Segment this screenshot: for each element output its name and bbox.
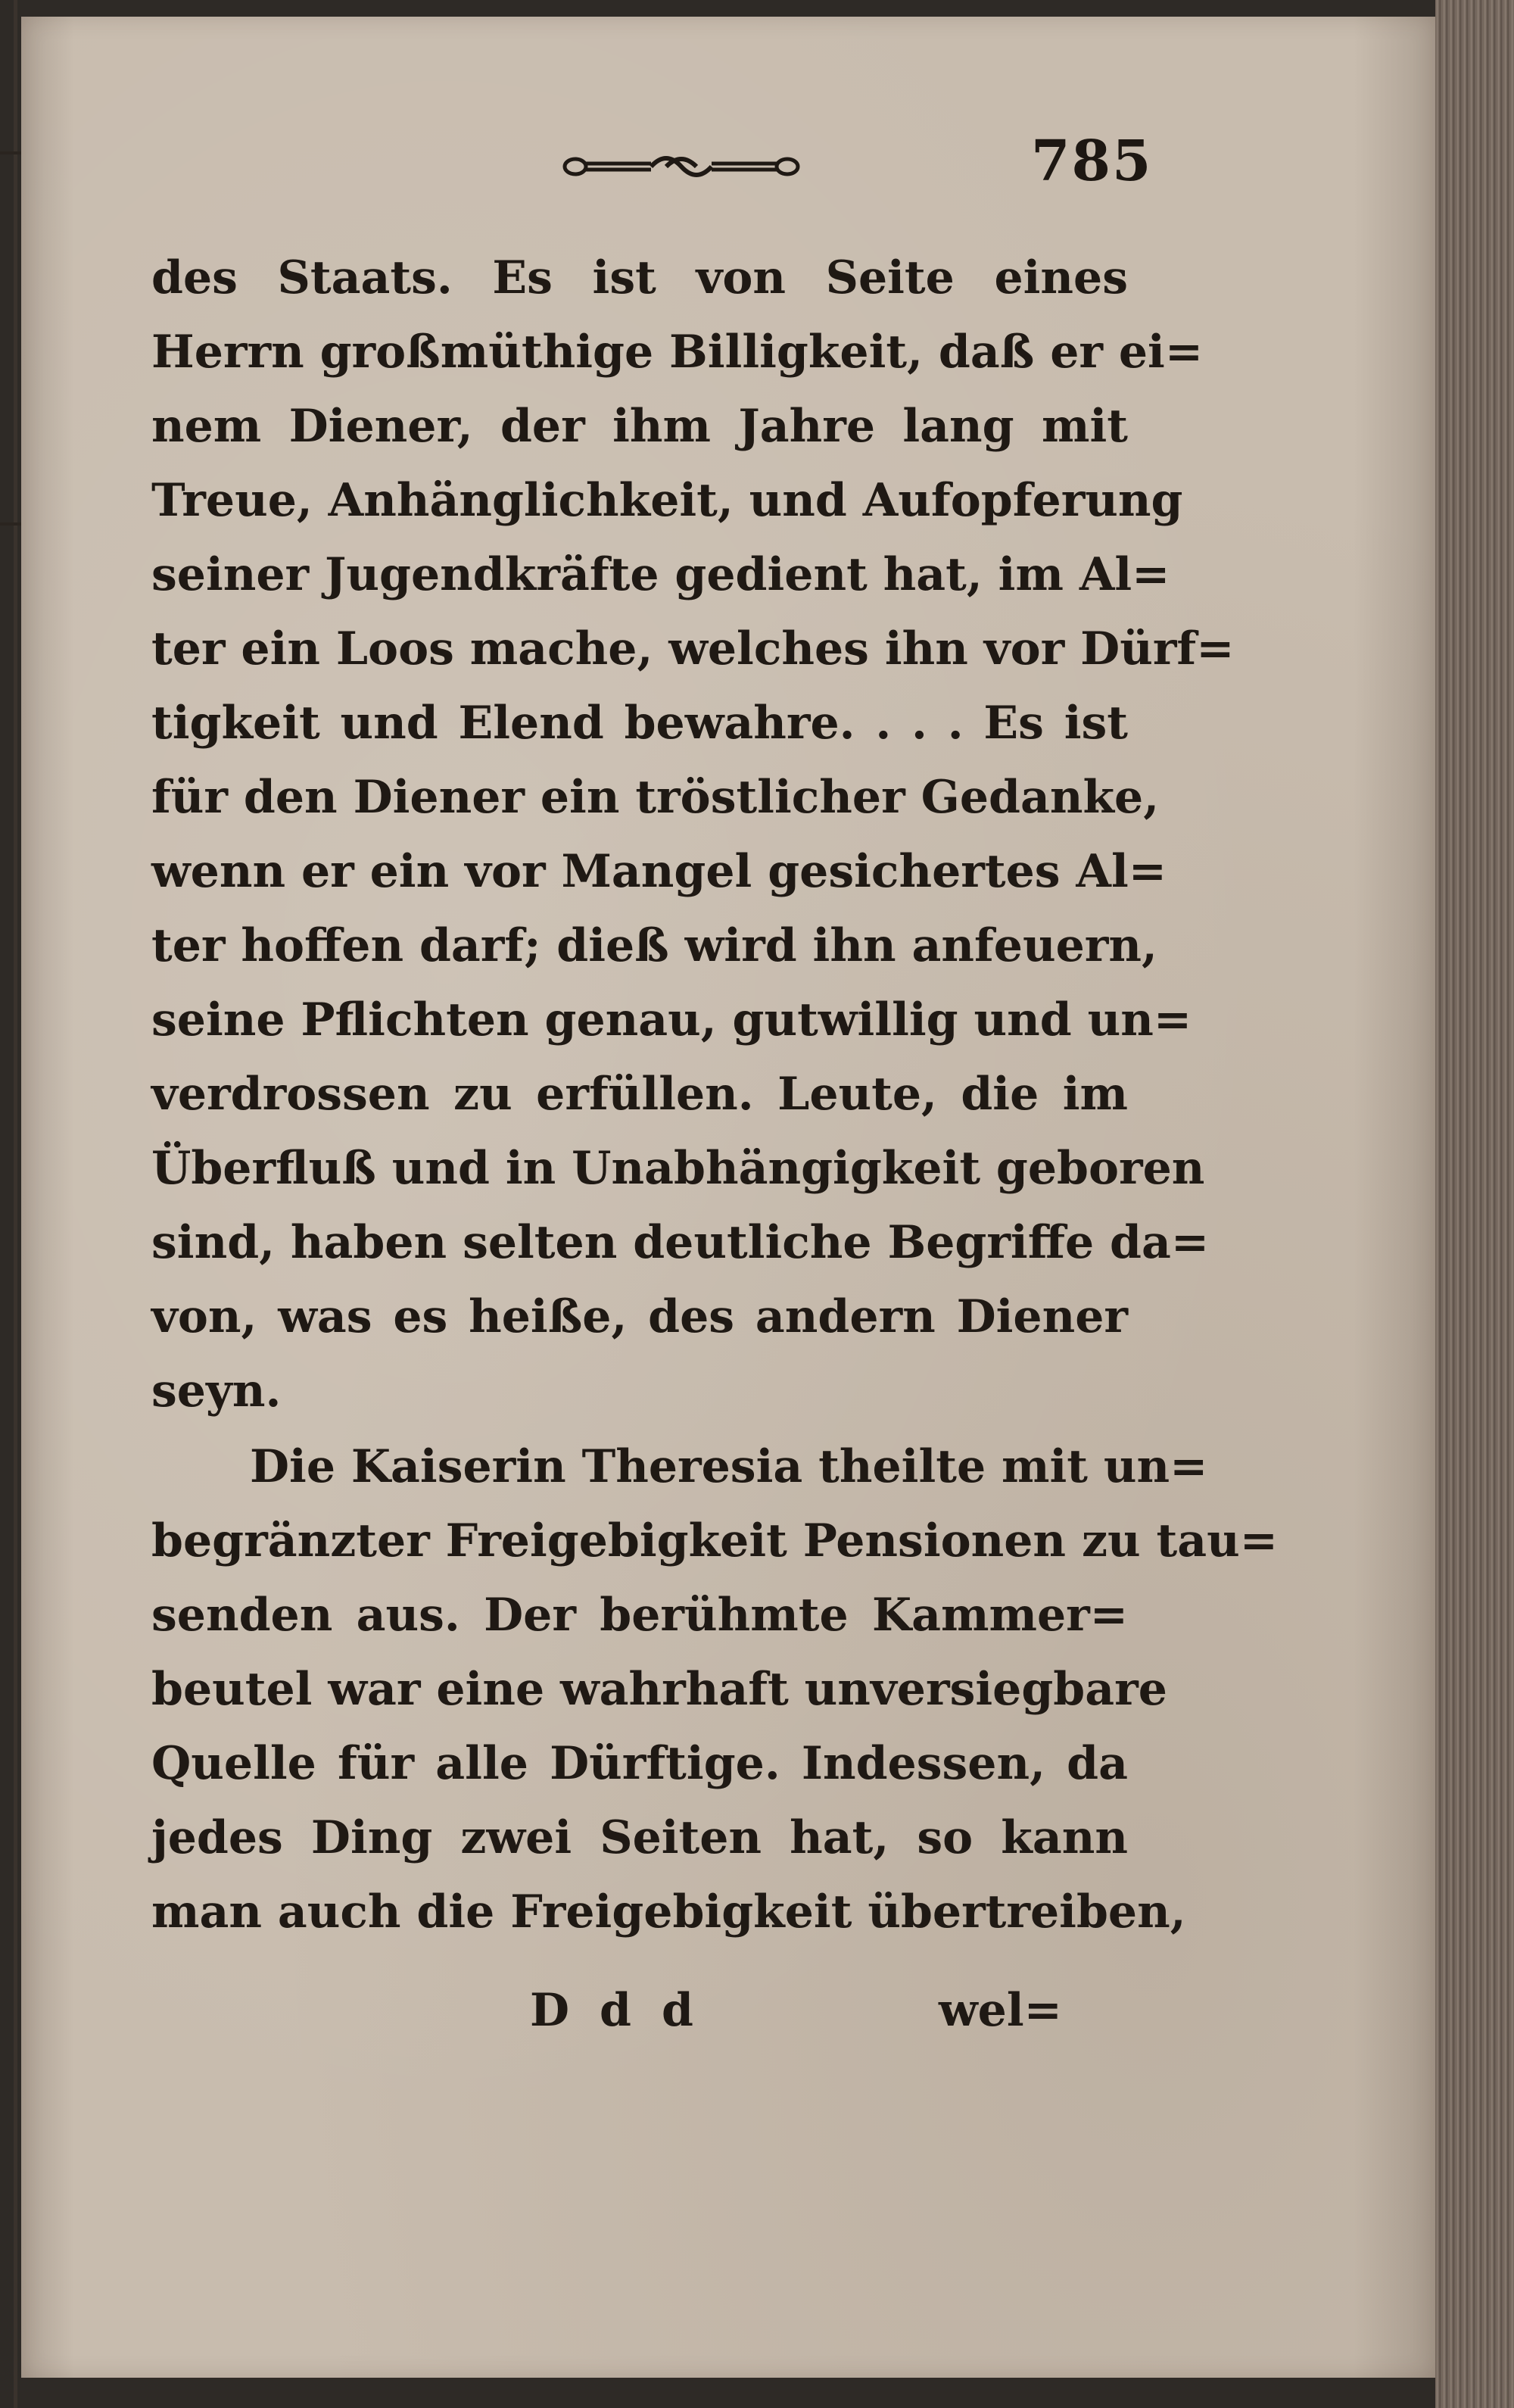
text-line: Herrn großmüthige Billigkeit, daß er ei=	[151, 326, 1204, 379]
text-line: man auch die Freigebigkeit übertreiben,	[151, 1886, 1186, 1939]
text-line: Die Kaiserin Theresia theilte mit un=	[250, 1440, 1208, 1493]
text-line: Quelle für alle Dürftige. Indessen, da	[151, 1737, 1128, 1790]
signature-mark: Ddd	[530, 1984, 724, 2037]
text-line: wenn er ein vor Mangel gesichertes Al=	[151, 845, 1167, 898]
text-line: verdrossen zu erfüllen. Leute, die im	[151, 1068, 1128, 1121]
binding-edge	[14, 0, 17, 2408]
header-ornament	[560, 144, 802, 189]
text-line: nem Diener, der ihm Jahre lang mit	[151, 400, 1128, 453]
text-line: von, was es heiße, des andern Diener	[151, 1290, 1128, 1343]
catchword: wel=	[939, 1984, 1062, 2037]
body-text	[151, 241, 1279, 1949]
text-line: senden aus. Der berühmte Kammer=	[151, 1589, 1128, 1642]
text-line: Treue, Anhänglichkeit, und Aufopferung	[151, 474, 1183, 527]
page-number: 785	[1031, 129, 1153, 194]
text-line: seyn.	[151, 1365, 282, 1418]
text-line: seiner Jugendkräfte gedient hat, im Al=	[151, 548, 1170, 601]
text-line: für den Diener ein tröstlicher Gedanke,	[151, 771, 1160, 824]
text-line: sind, haben selten deutliche Begriffe da=	[151, 1216, 1210, 1269]
text-line: seine Pflichten genau, gutwillig und un=	[151, 993, 1192, 1046]
text-line: tigkeit und Elend bewahre. . . . Es ist	[151, 697, 1128, 750]
text-line: beutel war eine wahrhaft unversiegbare	[151, 1663, 1167, 1716]
text-line: begränzter Freigebigkeit Pensionen zu tau=	[151, 1514, 1279, 1567]
text-line: ter hoffen darf; dieß wird ihn anfeuern,	[151, 919, 1157, 972]
text-line: jedes Ding zwei Seiten hat, so kann	[151, 1811, 1128, 1864]
text-line: ter ein Loos mache, welches ihn vor Dürf=	[151, 622, 1235, 675]
text-line: Überfluß und in Unabhängigkeit geboren	[151, 1142, 1205, 1195]
page-edges	[1435, 0, 1514, 2408]
text-line: des Staats. Es ist von Seite eines	[151, 251, 1128, 304]
